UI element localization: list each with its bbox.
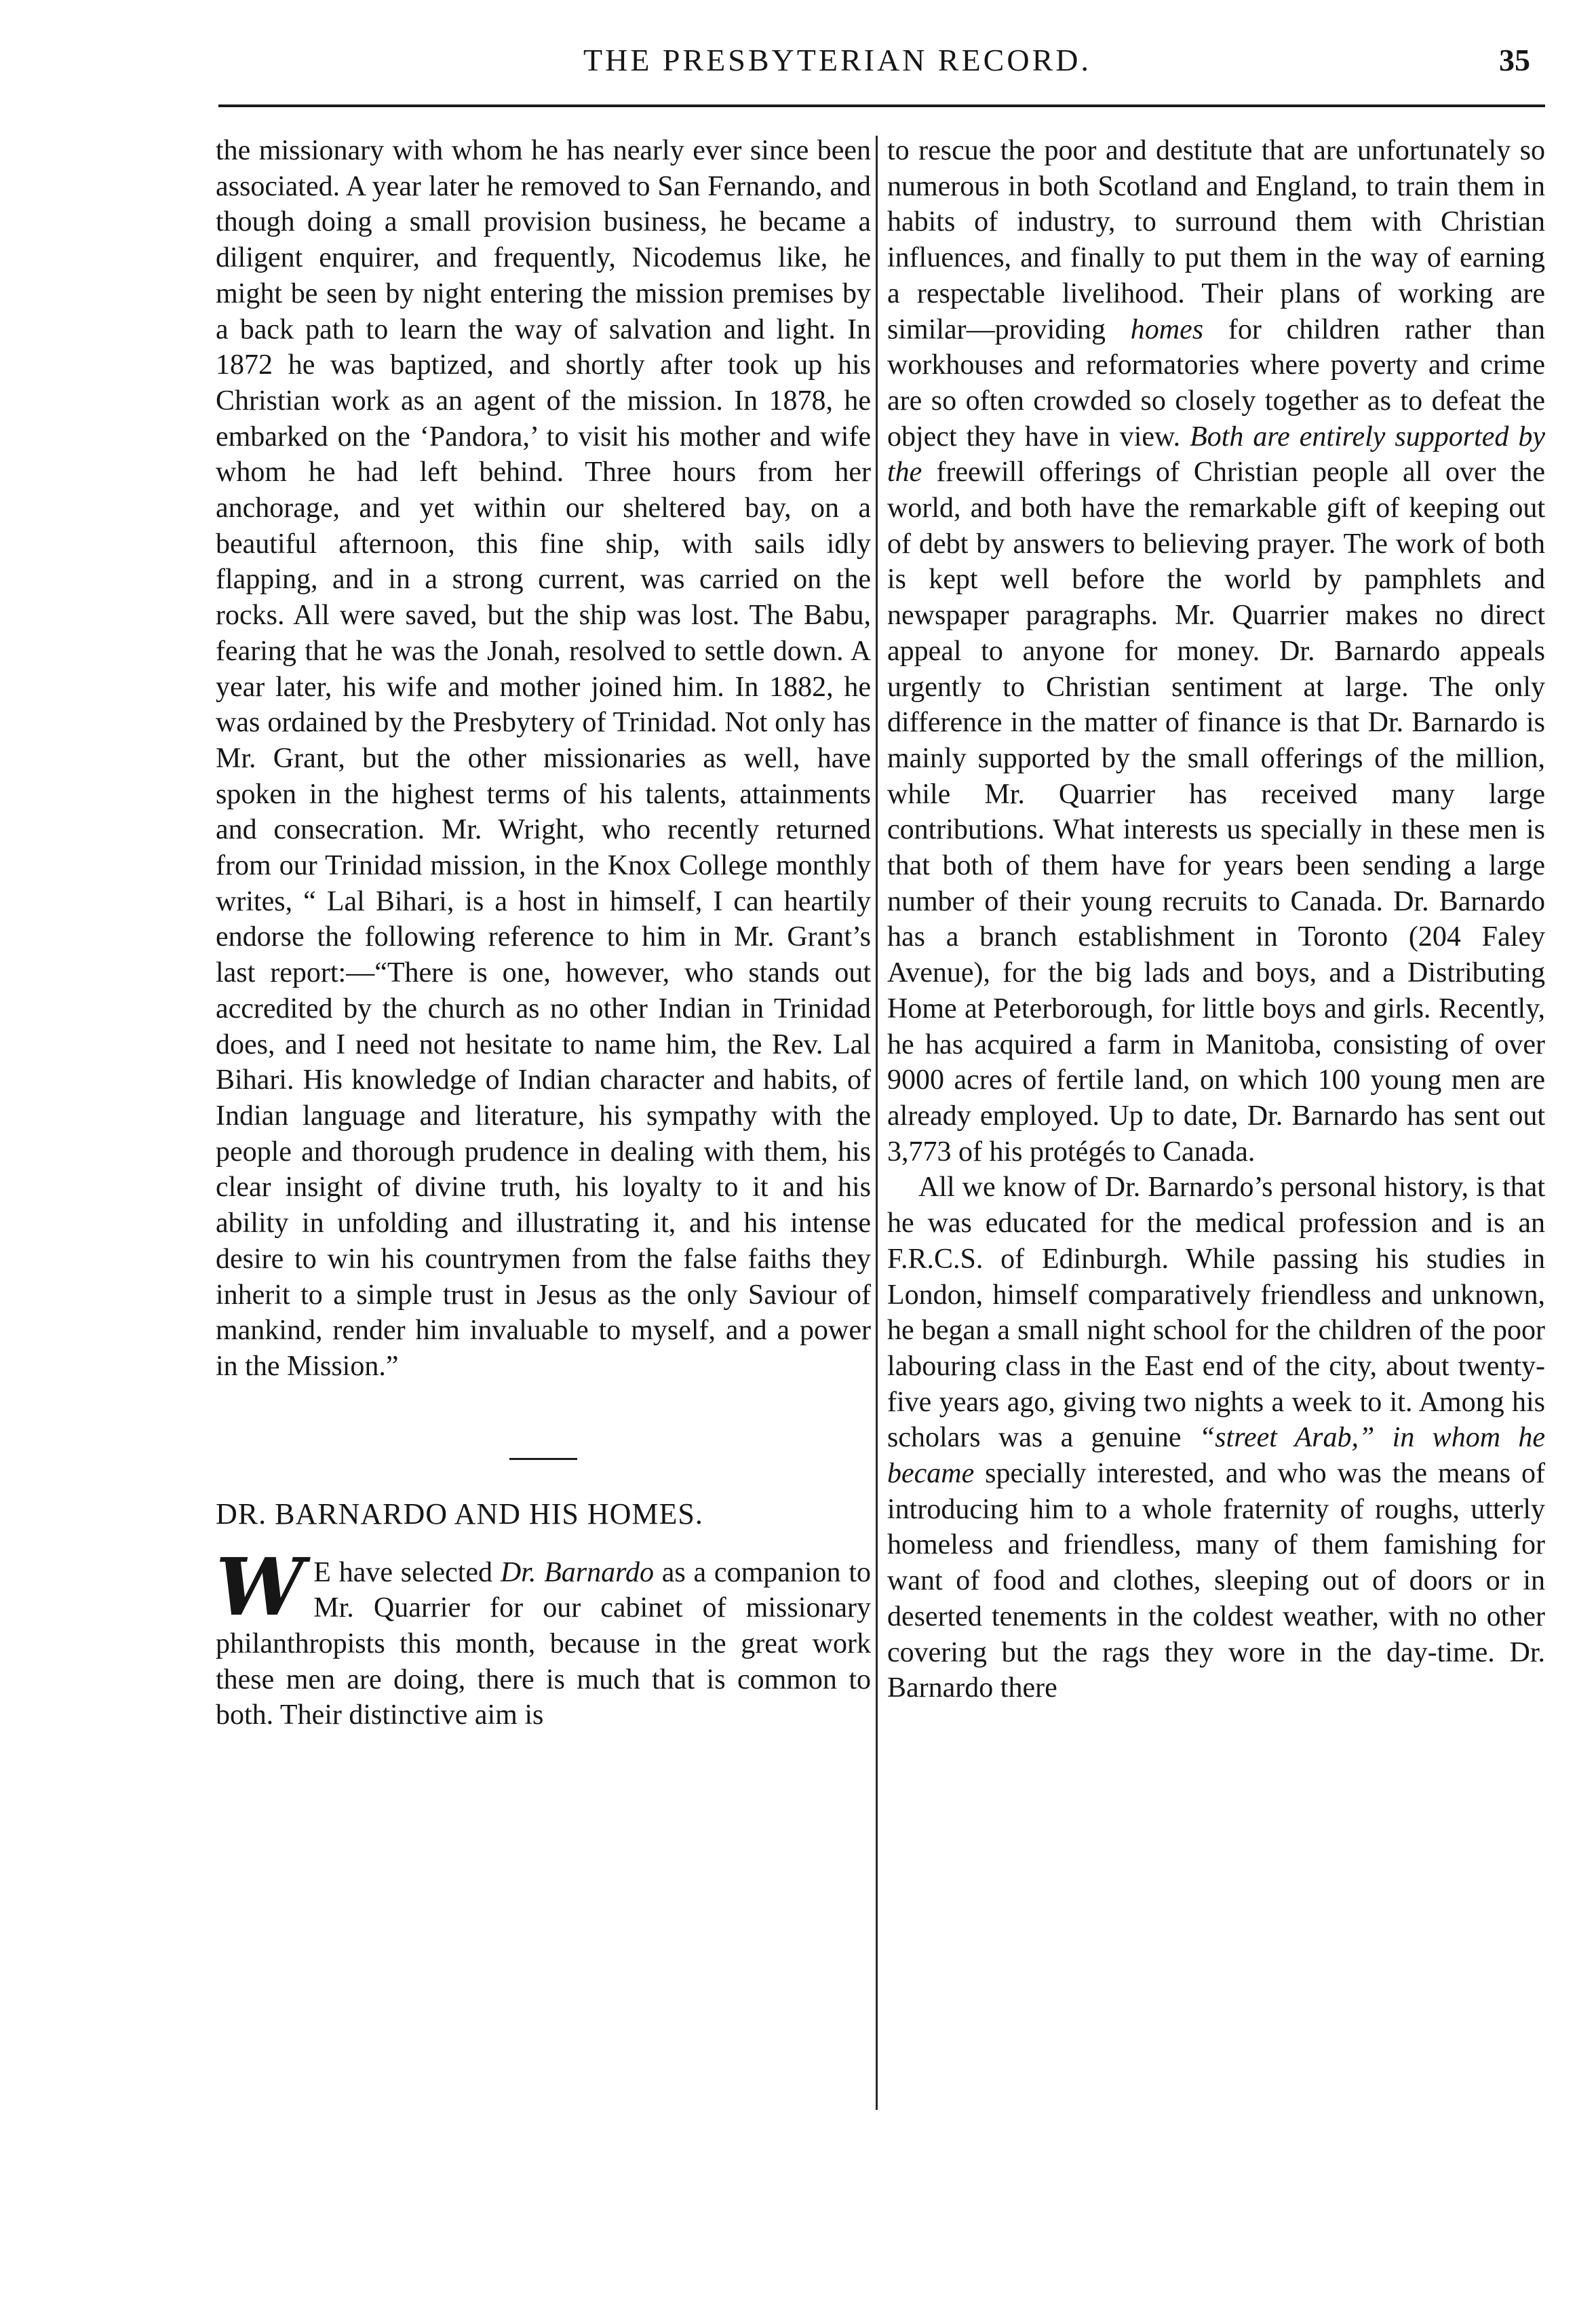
section-separator: [509, 1458, 577, 1460]
running-title: THE PRESBYTERIAN RECORD.: [583, 43, 1091, 77]
history-paragraph: [887, 1170, 1545, 1706]
lal-bihari-paragraph: the missionary with whom he has nearly ever since been associated. A year later he removed to San Fernando, and though doing a small provision business, he became a diligent enquirer, and frequently, Nicodemus like, he might be seen by night entering the mission premises by a back path to learn the way of salvation and light. In 1872 he was baptized, and shortly after took up his Christian work as an agent of the mission. In 1878, he embarked on the ‘Pandora,’ to visit his mother and wife whom he had left behind. Three hours from her anchorage, and yet within our sheltered bay, on a beautiful afternoon, this fine ship, with sails idly flapping, and in a strong current, was carried on the rocks. All were saved, but the ship was lost. The Babu, fearing that he was the Jonah, resolved to settle down. A year later, his wife and mother joined him. In 1882, he was ordained by the Presbytery of Trinidad. Not only has Mr. Grant, but the other missionaries as well, have spoken in the highest terms of his talents, attainments and consecration. Mr. Wright, who recently returned from our Trinidad mission, in the Knox College monthly writes, “ Lal Bihari, is a host in himself, I can heartily endorse the following reference to him in Mr. Grant’s last report:—“There is one, however, who stands out accredited by the church as no other Indian in Trinidad does, and I need not hesitate to name him, the Rev. Lal Bihari. His knowledge of Indian character and habits, of Indian language and literature, his sympathy with the people and thorough prudence in dealing with them, his clear insight of divine truth, his loyalty to it and his ability in unfolding and illustrating it, and his intense desire to win his countrymen from the false faiths they inherit to a simple trust in Jesus as the only Saviour of mankind, render him invaluable to myself, and a power in the Mission.”: [216, 135, 871, 1382]
column-divider: [876, 136, 878, 2110]
history-italic-street-arab: “street Arab,” in whom he became: [887, 1422, 1545, 1490]
intro-italic-name: Dr. Barnardo: [500, 1556, 654, 1588]
left-column: [216, 133, 871, 1733]
history-text-end: specially interested, and who was the means of introducing him to a whole fraternity of roughs, utterly homeless and friendless, many of them famishing for want of food and clothes, sleeping out of doors or in deserted tenements in the coldest weather, with no other covering but the rags they wore in the day-time. Dr. Barnardo there: [887, 1458, 1545, 1704]
intro-text-start: E have selected: [313, 1556, 501, 1588]
aims-italic-supported: Both are entirely supported by the: [887, 421, 1545, 488]
barnardo-intro-paragraph: [216, 1541, 872, 1734]
right-column: [887, 133, 1545, 1706]
aims-text-start: to rescue the poor and destitute that are unfortunately so numerous in both Scotland and England, to train them in habits of industry, to surround them with Christian influences, and finally to put them in the way of earning a respectable livelihood. Their plans of working are similar—providing: [887, 135, 1545, 345]
history-text-start: All we know of Dr. Barnardo’s personal history, is that he was educated for the medical profession and is an F.R.C.S. of Edinburgh. While passing his studies in London, himself comparatively friendless and unknown, he began a small night school for the children of the poor labouring class in the East end of the city, about twenty-five years ago, giving two nights a week to it. Among his scholars was a genuine: [887, 1172, 1545, 1454]
header-rule: [218, 104, 1545, 107]
aims-text-end: freewill offerings of Christian people all over the world, and both have the remarkable gift of keeping out of debt by answers to believing prayer. The work of both is kept well before the world by pamphlets and newspaper paragraphs. Mr. Quarrier makes no direct appeal to anyone for money. Dr. Barnardo appeals urgently to Christian sentiment at large. The only difference in the matter of finance is that Dr. Barnardo is mainly supported by the small offerings of the million, while Mr. Quarrier has received many large contributions. What interests us specially in these men is that both of them have for years been sending a large number of their young recruits to Canada. Dr. Barnardo has a branch establishment in Toronto (204 Faley Avenue), for the big lads and boys, and a Distributing Home at Peterborough, for little boys and girls. Recently, he has acquired a farm in Manitoba, consisting of over 9000 acres of fertile land, on which 100 young men are already employed. Up to date, Dr. Barnardo has sent out 3,773 of his protégés to Canada.: [887, 457, 1545, 1168]
page-number: 35: [1499, 43, 1530, 77]
aims-paragraph: [887, 133, 1545, 1170]
section-heading: DR. BARNARDO AND HIS HOMES.: [216, 1497, 703, 1531]
aims-italic-homes: homes: [1130, 313, 1204, 345]
aims-text-middle: for children rather than workhouses and reformatories where poverty and crime are so often crowded so closely together as to defeat the object they have in view.: [887, 313, 1545, 453]
drop-initial: W: [216, 1541, 305, 1634]
intro-text-end: as a companion to Mr. Quarrier for our cabinet of missionary philanthropists this month, because in the great work these men are doing, there is much that is common to both. Their distinctive aim is: [216, 1556, 872, 1731]
